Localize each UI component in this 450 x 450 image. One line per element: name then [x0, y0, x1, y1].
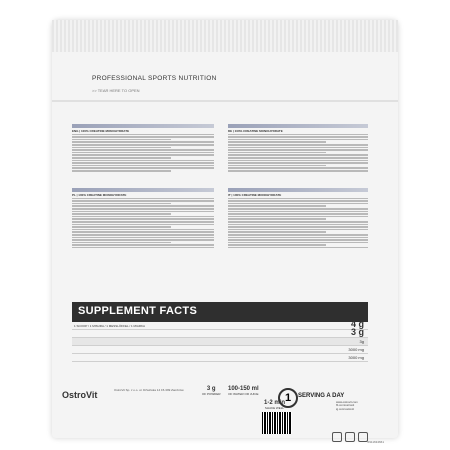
supplement-facts-banner: [72, 302, 368, 322]
supplement-facts-table: [72, 319, 368, 362]
instagram-link[interactable]: ig.com/ostrovit: [336, 406, 355, 411]
step-water-label: OF WATER OR JUICE: [228, 392, 259, 396]
text-column-it: [228, 188, 368, 249]
table-value: 3000 mg: [348, 355, 364, 360]
text-column-pl: [72, 188, 214, 249]
section-title-it: IT | 100% CREATINE MONOHYDRATE: [228, 193, 282, 197]
step-powder-value: 3 g: [206, 386, 216, 392]
step-powder: [202, 386, 221, 396]
table-value: 3g: [359, 339, 364, 344]
text-column-eng: [72, 124, 214, 173]
text-column-de: [228, 124, 368, 173]
barcode: [262, 412, 292, 434]
serving-count-icon: 1: [278, 388, 298, 408]
facebook-link[interactable]: fb.com/ostrovit: [336, 403, 355, 408]
recycle-icon: [332, 432, 342, 442]
table-row: [72, 354, 368, 362]
table-row: [72, 338, 368, 346]
serving-text: SERVING A DAY: [298, 393, 345, 399]
section-title-pl: PL | 100% CREATINE MONOHYDRATE: [72, 193, 127, 197]
serving-qty-3g: 3 g: [350, 327, 364, 337]
section-header-de: [228, 124, 368, 128]
step-water: [228, 386, 259, 396]
product-code: 0911634661: [367, 440, 384, 444]
social-links: [336, 401, 358, 411]
zip-line: [52, 100, 398, 102]
section-title-eng: ENG | 100% CREATINE MONOHYDRATE: [72, 129, 130, 133]
serving-qty-4g: 4 g: [350, 319, 364, 329]
section-header-it: [228, 188, 368, 192]
table-value: 3000 mg: [348, 347, 364, 352]
website-link[interactable]: www.ostrovit.com: [336, 400, 358, 404]
brand-line: PROFESSIONAL SPORTS NUTRITION: [92, 75, 217, 82]
recycle-icon: [358, 432, 368, 442]
step-shake-value: 1-2 min: [264, 400, 286, 406]
section-title-de: DE | 100% CREATINE MONOHYDRATE: [228, 129, 283, 133]
serving-label: 1 SCOOP / 1 MISURA / 1 MESSLÖFFEL / 1 MIARKA: [74, 324, 146, 328]
step-water-value: 100-150 ml: [228, 386, 259, 392]
company-address: OstroVit Sp. z o.o. ul. Dźwińska 14 15-399 Zambrów: [114, 388, 184, 392]
brand-logo: OstroVit: [62, 390, 98, 400]
tear-instruction: >> TEAR HERE TO OPEN: [92, 88, 140, 93]
table-row: [72, 319, 368, 330]
section-header-eng: [72, 124, 214, 128]
trash-icon: [345, 432, 355, 442]
step-powder-label: OF POWDER: [202, 392, 221, 396]
supplement-facts-title: SUPPLEMENT FACTS: [78, 305, 198, 317]
table-row: [72, 327, 368, 338]
step-shake-label: SHAKE WELL: [264, 406, 285, 410]
section-header-pl: [72, 188, 214, 192]
table-row: [72, 346, 368, 354]
package-back: [52, 20, 398, 444]
package-seal: [52, 20, 398, 52]
recycle-icons: [332, 432, 368, 442]
